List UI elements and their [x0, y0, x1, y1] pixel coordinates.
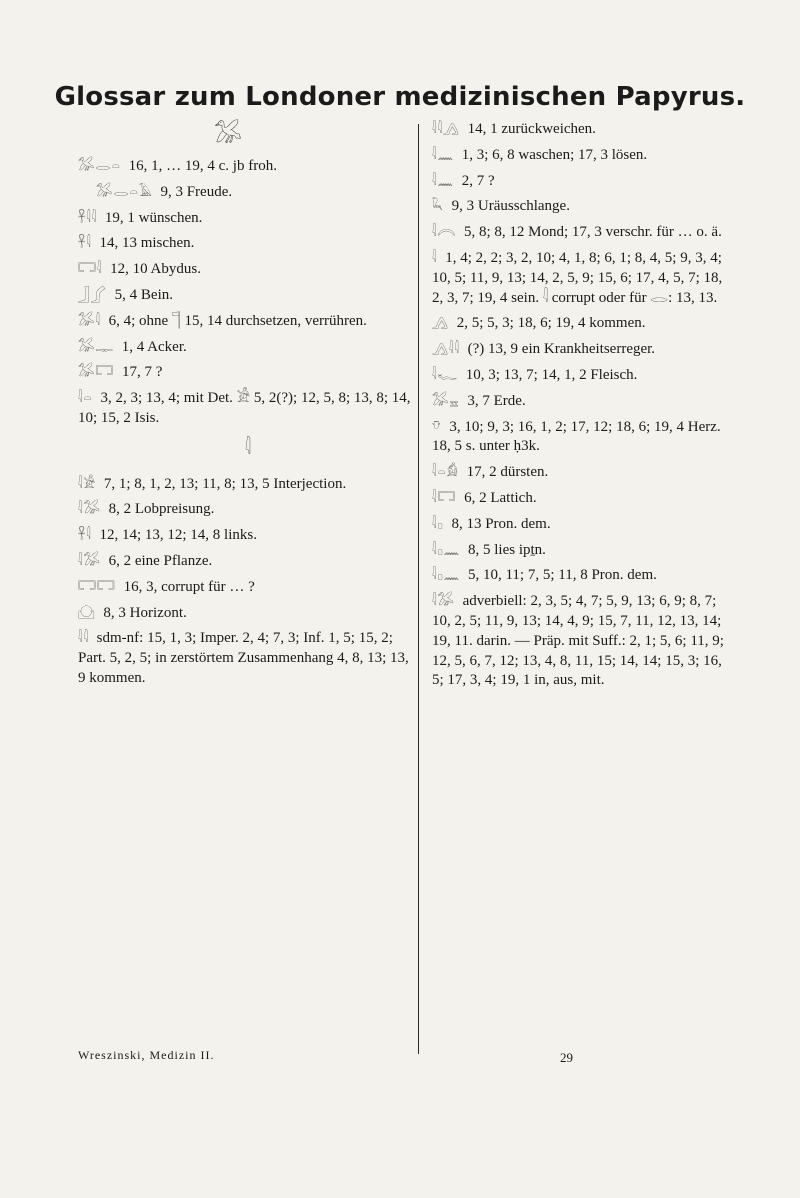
entry-text: 7, 1; 8, 1, 2, 13; 11, 8; 13, 5 Interjection.: [103, 475, 347, 492]
entry-text: 1, 4 Acker.: [121, 338, 187, 355]
entry-text: 5, 8; 8, 12 Mond; 17, 3 verschr. für … o. ä.: [463, 224, 722, 241]
hieroglyph: 𓇋𓅮: [78, 502, 101, 518]
entry-text: 1, 3; 6, 8 waschen; 17, 3 lösen.: [461, 146, 648, 163]
glossary-entry: [432, 515, 732, 535]
hieroglyph: 𓅮𓇋: [78, 313, 101, 329]
hieroglyph: 𓇋𓅮: [78, 553, 101, 569]
entry-text: 9, 3 Freude.: [160, 183, 233, 200]
hieroglyph: 𓇋𓈖: [432, 147, 455, 163]
glossary-entry: [432, 366, 732, 386]
glossary-entry: [432, 120, 732, 140]
left-column: [78, 120, 418, 695]
hieroglyph: 𓇋𓆑: [432, 367, 458, 383]
section-mark: 𓇋: [244, 437, 252, 459]
glossary-entry: [78, 552, 418, 572]
page-number: 29: [560, 1050, 573, 1065]
entry-text: 8, 2 Lobpreisung.: [108, 501, 215, 518]
entry-text: 12, 10 Abydus.: [110, 261, 201, 278]
entry-text: sdm-nf: 15, 1, 3; Imper. 2, 4; 7, 3; Inf. 1, 5; 15, 2; Part. 5, 2, 5; in zerstörtem Zusammenhang 4, 8, 13; 13, 9 kommen.: [78, 630, 409, 686]
hieroglyph: 𓉐𓉐: [78, 579, 116, 595]
hieroglyph: 𓋹𓇋𓇋: [78, 210, 98, 226]
entry-text: 5, 4 Bein.: [114, 287, 174, 304]
hieroglyph: 𓇋𓅮: [432, 594, 455, 610]
entry-text: 2, 5; 5, 3; 18, 6; 19, 4 kommen.: [456, 315, 646, 332]
hieroglyph: 𓃀𓂾: [78, 288, 107, 303]
glossary-entry: [432, 418, 732, 458]
hieroglyph: 𓇋𓊪𓈖: [432, 542, 461, 558]
glossary-entry: [432, 249, 732, 308]
hieroglyph: 𓄣: [432, 419, 442, 435]
entry-text: 9, 3 Uräusschlange.: [451, 198, 570, 215]
hieroglyph: 𓉐𓇋: [78, 262, 103, 278]
entry-text: 3, 7 Erde.: [467, 392, 526, 409]
hieroglyph: 𓂻: [432, 316, 449, 332]
glossary-entry: [432, 541, 732, 561]
entry-text: 6, 4; ohne 𓊹 15, 14 durchsetzen, verrühren.: [108, 312, 367, 329]
glossary-entry: [78, 389, 418, 429]
glossary-entry: [432, 314, 732, 334]
hieroglyph: 𓅮𓊃: [78, 339, 114, 355]
glossary-entry: [78, 338, 418, 358]
hieroglyph: 𓅮𓂋𓏏: [78, 159, 121, 175]
entry-text: 8, 13 Pron. dem.: [451, 515, 551, 532]
entry-text: 6, 2 Lattich.: [464, 489, 537, 506]
hieroglyph: 𓋹𓇋: [78, 236, 92, 252]
entry-text: 16, 1, … 19, 4 c. jb froh.: [128, 158, 277, 175]
glossary-entry: [78, 286, 418, 306]
hieroglyph: 𓇋𓊪𓈖: [432, 568, 461, 584]
glossary-entry: [432, 146, 732, 166]
glossary-entry: [78, 183, 418, 203]
glossary-entry: [78, 363, 418, 383]
hieroglyph: 𓇋𓏏: [78, 391, 93, 407]
footer-source: Wreszinski, Medizin II.: [78, 1048, 215, 1062]
glossary-entry: [78, 578, 418, 598]
glossary-entry: [432, 489, 732, 509]
entry-text: 14, 13 mischen.: [99, 235, 195, 252]
hieroglyph: 𓅮𓂋𓏏𓄿: [96, 184, 153, 200]
hieroglyph: 𓇋𓈖: [432, 173, 455, 189]
entry-text: 8, 3 Horizont.: [103, 604, 187, 621]
glossary-entry: [432, 223, 732, 243]
glossary-entry: [432, 592, 732, 691]
hieroglyph: 𓇋𓉐: [432, 490, 457, 506]
entry-text: 2, 7 ?: [461, 172, 495, 189]
entry-text: 5, 10, 11; 7, 5; 11, 8 Pron. dem.: [467, 567, 657, 584]
entry-text: 8, 5 lies ipṯn.: [467, 541, 546, 558]
glossary-entry: [78, 629, 418, 688]
glossary-entry: [78, 475, 418, 495]
glossary-entry: [78, 157, 418, 177]
hieroglyph: 𓈌: [78, 605, 96, 621]
entry-text: 3, 10; 9, 3; 16, 1, 2; 17, 12; 18, 6; 19, 4 Herz. 18, 5 s. unter ḥ3k.: [432, 418, 721, 455]
entry-text: 19, 1 wünschen.: [104, 209, 203, 226]
entry-text: 1, 4; 2, 2; 3, 2, 10; 4, 1, 8; 6, 1; 8, 4, 5; 9, 3, 4; 10, 5; 11, 9, 13; 14, 2, 5, 9; 15, 6; 17, 4, 5, 7; 18, 2, 3, 7; 19, 4 sein. 𓇋 corrupt oder für 𓂋: 13, 13.: [432, 249, 723, 306]
hieroglyph: 𓆗: [432, 199, 444, 215]
hieroglyph: 𓇋𓇋: [78, 631, 89, 647]
glossary-entry: [78, 500, 418, 520]
glossary-entry: [78, 312, 418, 332]
entry-text: 16, 3, corrupt für … ?: [123, 578, 255, 595]
entry-text: 10, 3; 13, 7; 14, 1, 2 Fleisch.: [465, 366, 638, 383]
hieroglyph: 𓅮𓈇: [432, 393, 460, 409]
page-title: Glossar zum Londoner medizinischen Papyrus.: [54, 82, 746, 112]
glossary-entry: [432, 340, 732, 360]
glossary-entry: [78, 260, 418, 280]
glossary-entry: [78, 604, 418, 624]
glossary-entry: [432, 172, 732, 192]
glossary-entry: [432, 566, 732, 586]
glossary-entry: [78, 526, 418, 546]
hieroglyph: 𓇋𓏏𓀁: [432, 465, 459, 481]
hieroglyph: 𓋹𓇋: [78, 528, 92, 544]
entry-text: (?) 13, 9 ein Krankheitserreger.: [467, 341, 656, 358]
hieroglyph: 𓇋𓀀: [78, 476, 97, 492]
hieroglyph: 𓂻𓇋𓇋: [432, 342, 460, 358]
entry-text: adverbiell: 2, 3, 5; 4, 7; 5, 9, 13; 6, 9; 8, 7; 10, 2, 5; 11, 9, 13; 14, 4, 9; 15, 7, 11, 12, 13, 14; 19, 11. darin. — Präp. mit Suff.: 2, 1; 5, 6; 11, 9; 12, 5, 6, 7, 12; 13, 4, 8, 11, 15; 14, 14; 15, 3; 16, 5; 17, 3, 4; 19, 1 in, aus, mit.: [432, 593, 724, 689]
entry-text: 17, 2 dürsten.: [466, 464, 549, 481]
entry-text: 3, 2, 3; 13, 4; mit Det. 𓀀 5, 2(?); 12, 5, 8; 13, 8; 14, 10; 15, 2 Isis.: [78, 390, 411, 426]
hieroglyph: 𓇋𓊪: [432, 516, 444, 532]
glossary-entry: [78, 234, 418, 254]
entry-text: 14, 1 zurückweichen.: [467, 121, 596, 137]
hieroglyph: 𓇋: [432, 250, 438, 266]
bird-glyph-header: 𓅮: [214, 122, 242, 147]
entry-text: 17, 7 ?: [122, 364, 163, 381]
hieroglyph: 𓇋𓇹: [432, 225, 457, 241]
right-column: [432, 120, 732, 697]
entry-text: 12, 14; 13, 12; 14, 8 links.: [99, 527, 257, 544]
column-divider: [418, 124, 419, 1054]
glossary-entry: [78, 209, 418, 229]
glossary-entry: [432, 463, 732, 483]
glossary-entry: [432, 392, 732, 412]
glossary-entry: [432, 197, 732, 217]
hieroglyph: 𓇋𓇋𓂻: [432, 121, 460, 137]
hieroglyph: 𓅮𓉐: [78, 365, 115, 381]
entry-text: 6, 2 eine Pflanze.: [108, 552, 213, 569]
